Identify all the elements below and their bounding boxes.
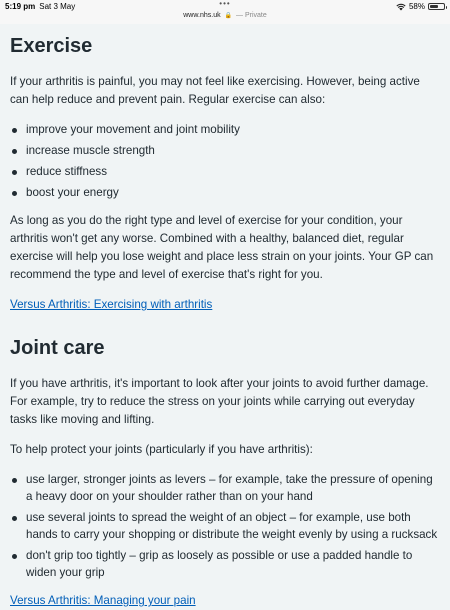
list-item: don't grip too tightly – grip as loosely as possible or use a padded handle to widen your grip	[10, 547, 440, 581]
status-bar	[0, 0, 450, 24]
status-right	[396, 2, 445, 11]
exercise-benefits-list	[10, 121, 440, 201]
joint-protection-list	[10, 471, 440, 581]
url-text: www.nhs.uk	[183, 12, 221, 19]
list-item: improve your movement and joint mobility	[10, 121, 440, 138]
exercise-body: As long as you do the right type and level of exercise for your condition, your arthritis won't get any worse. Combined with a healthy, balanced diet, regular exercise will help you lose weight and place less strain on your joints. Your GP can recommend the type and level of exercise that's right for you.	[10, 214, 434, 281]
list-item: reduce stiffness	[10, 163, 440, 180]
list-item: increase muscle strength	[10, 142, 440, 159]
exercising-with-arthritis-link[interactable]: Versus Arthritis: Exercising with arthritis	[10, 298, 213, 311]
joint-care-subintro: To help protect your joints (particularly if you have arthritis):	[10, 443, 313, 456]
exercise-intro: If your arthritis is painful, you may not feel like exercising. However, being active can help reduce and prevent pain. Regular exercise can also:	[10, 75, 420, 106]
lock-icon: 🔒	[224, 13, 233, 19]
tab-overview-dots-icon[interactable]: •••	[219, 0, 231, 8]
article-content	[0, 34, 450, 610]
list-item: use larger, stronger joints as levers – for example, take the pressure of opening a heavy door on your shoulder rather than on your hand	[10, 471, 440, 505]
battery-percent: 58%	[408, 2, 425, 11]
battery-icon	[428, 3, 445, 10]
list-item: boost your energy	[10, 184, 440, 201]
status-date: Sat 3 May	[39, 2, 76, 11]
section-heading-joint-care: Joint care	[10, 337, 105, 359]
status-time: 5:19 pm Sat 3 May	[5, 2, 76, 11]
battery-fill	[430, 5, 438, 8]
joint-care-intro: If you have arthritis, it's important to look after your joints to avoid further damage. For example, try to reduce the stress on your joints while carrying out everyday tasks like moving and lifting.	[10, 377, 429, 426]
section-heading-exercise: Exercise	[10, 35, 93, 57]
list-item: use several joints to spread the weight of an object – for example, use both hands to carry your shopping or distribute the weight evenly by using a rucksack	[10, 509, 440, 543]
wifi-icon	[396, 3, 406, 11]
private-label: — Private	[236, 12, 267, 19]
managing-your-pain-link[interactable]: Versus Arthritis: Managing your pain	[10, 594, 196, 607]
address-bar[interactable]	[0, 12, 450, 19]
